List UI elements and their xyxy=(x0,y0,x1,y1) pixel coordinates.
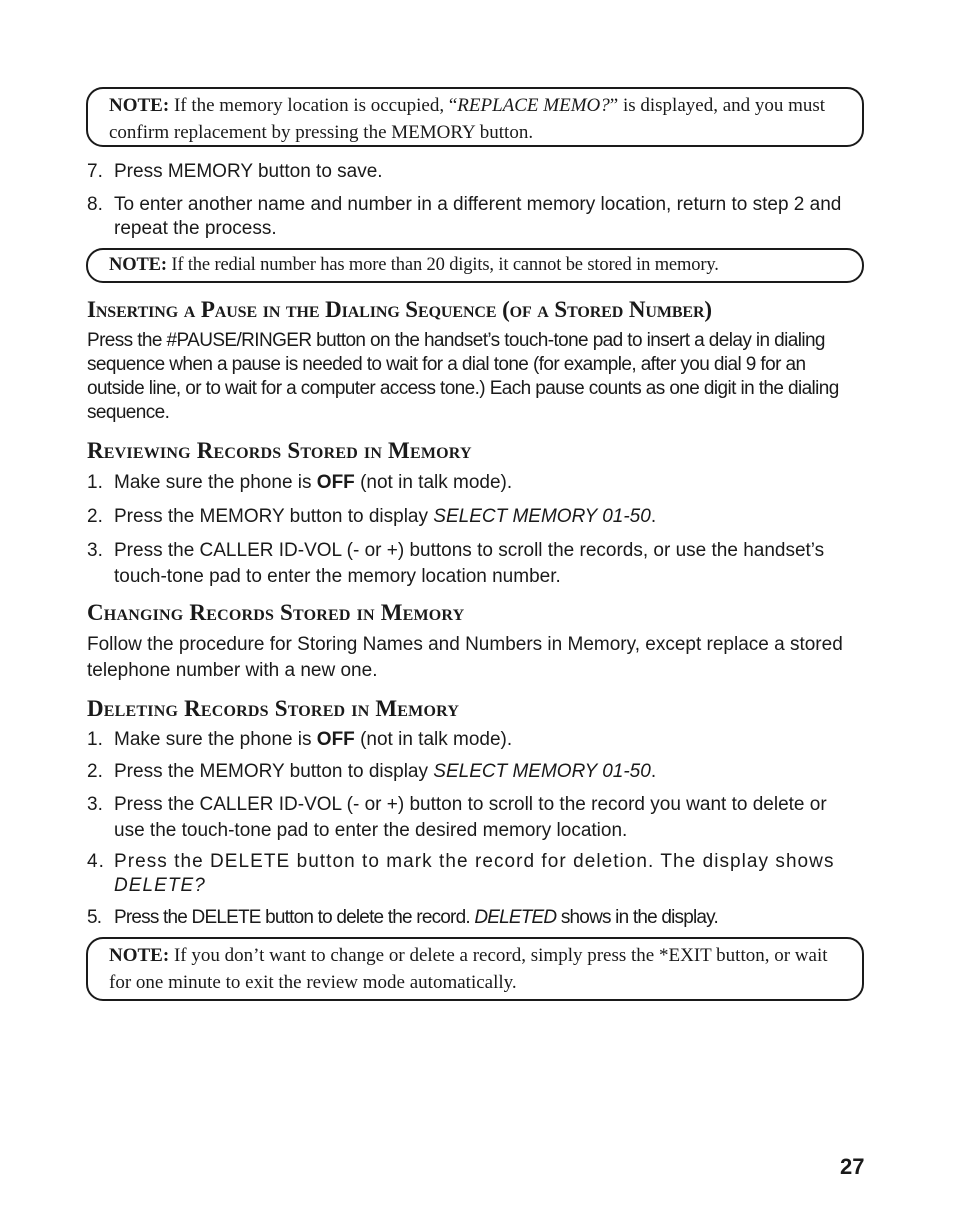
delete-step-3 xyxy=(87,792,857,844)
note-label: NOTE: xyxy=(109,945,170,966)
step-number: 3. xyxy=(87,540,103,561)
delete-step-5 xyxy=(87,906,877,930)
section-heading-changing: Changing Records Stored in Memory xyxy=(87,600,465,625)
note-text: If the memory location is occupied, “ xyxy=(169,95,458,116)
note-text: If the redial number has more than 20 digits, it cannot be stored in memory. xyxy=(166,255,719,275)
note-box-redial xyxy=(86,248,864,283)
review-step-2 xyxy=(87,505,857,529)
change-section-body: Follow the procedure for Storing Names and Numbers in Memory, except replace a stored telephone number with a new one. xyxy=(87,634,843,681)
step-text: shows in the display. xyxy=(556,907,718,928)
step-text: Press the DELETE button to delete the record. xyxy=(114,907,475,928)
step-text: Press the MEMORY button to display xyxy=(114,761,434,782)
display-text: DELETED xyxy=(474,907,557,928)
display-text: SELECT MEMORY 01-50 xyxy=(433,761,651,782)
step-number: 2. xyxy=(87,761,103,782)
page-number: 27 xyxy=(840,1154,865,1179)
note-text: If you don’t want to change or delete a record, simply press the *EXIT button, or wait for one minute to exit the review mode automatically. xyxy=(109,945,828,993)
step-text: Press the DELETE button to mark the record for deletion. The display shows xyxy=(114,851,835,872)
off-label: OFF xyxy=(316,472,355,493)
step-number: 1. xyxy=(87,472,103,493)
delete-step-1 xyxy=(87,728,857,752)
review-step-3 xyxy=(87,538,857,590)
step-number: 5. xyxy=(87,907,102,928)
note-display-text: REPLACE MEMO? xyxy=(457,95,610,116)
step-7 xyxy=(87,160,857,184)
step-text: Press the MEMORY button to display xyxy=(114,506,434,527)
note-label: NOTE: xyxy=(109,255,167,275)
review-step-1 xyxy=(87,471,857,495)
step-number: 2. xyxy=(87,506,103,527)
step-text: To enter another name and number in a different memory location, return to step 2 and repeat the process. xyxy=(114,194,842,239)
note-box-replace-memo xyxy=(86,87,864,147)
step-text: Press the CALLER ID-VOL (- or +) buttons to scroll the records, or use the handset’s touch-tone pad to enter the memory location number. xyxy=(114,540,825,587)
display-text: DELETE? xyxy=(114,875,206,896)
note-text: ” is displayed, and you must confirm replacement by pressing the MEMORY button. xyxy=(109,95,826,143)
section-heading-insert-pause: Inserting a Pause in the Dialing Sequence (of a Stored Number) xyxy=(87,297,712,322)
note-label: NOTE: xyxy=(109,95,170,116)
step-number: 4. xyxy=(87,851,105,872)
step-number: 7. xyxy=(87,161,103,182)
step-8 xyxy=(87,193,857,241)
step-number: 8. xyxy=(87,194,103,215)
delete-step-2 xyxy=(87,760,857,784)
step-text: Press MEMORY button to save. xyxy=(114,161,383,182)
step-text: Make sure the phone is xyxy=(114,729,317,750)
note-box-exit xyxy=(86,937,864,1001)
display-text: SELECT MEMORY 01-50 xyxy=(433,506,651,527)
step-number: 3. xyxy=(87,794,103,815)
pause-section-body: Press the #PAUSE/RINGER button on the handset’s touch-tone pad to insert a delay in dialing sequence when a pause is needed to wait for a dial tone (for example, after you dial 9 for an outside line, or to wait for a computer access tone.) Each pause counts as one digit in the dialing sequence. xyxy=(87,330,839,423)
step-number: 1. xyxy=(87,729,103,750)
step-text: . xyxy=(650,761,657,782)
step-text: (not in talk mode). xyxy=(354,729,513,750)
section-heading-deleting: Deleting Records Stored in Memory xyxy=(87,696,460,721)
section-heading-reviewing: Reviewing Records Stored in Memory xyxy=(87,438,472,463)
step-text: Make sure the phone is xyxy=(114,472,317,493)
step-text: . xyxy=(650,506,657,527)
step-text: (not in talk mode). xyxy=(354,472,513,493)
delete-step-4 xyxy=(87,850,857,898)
off-label: OFF xyxy=(316,729,355,750)
step-text: Press the CALLER ID-VOL (- or +) button to scroll to the record you want to delete or use the touch-tone pad to enter the desired memory location. xyxy=(114,794,827,841)
